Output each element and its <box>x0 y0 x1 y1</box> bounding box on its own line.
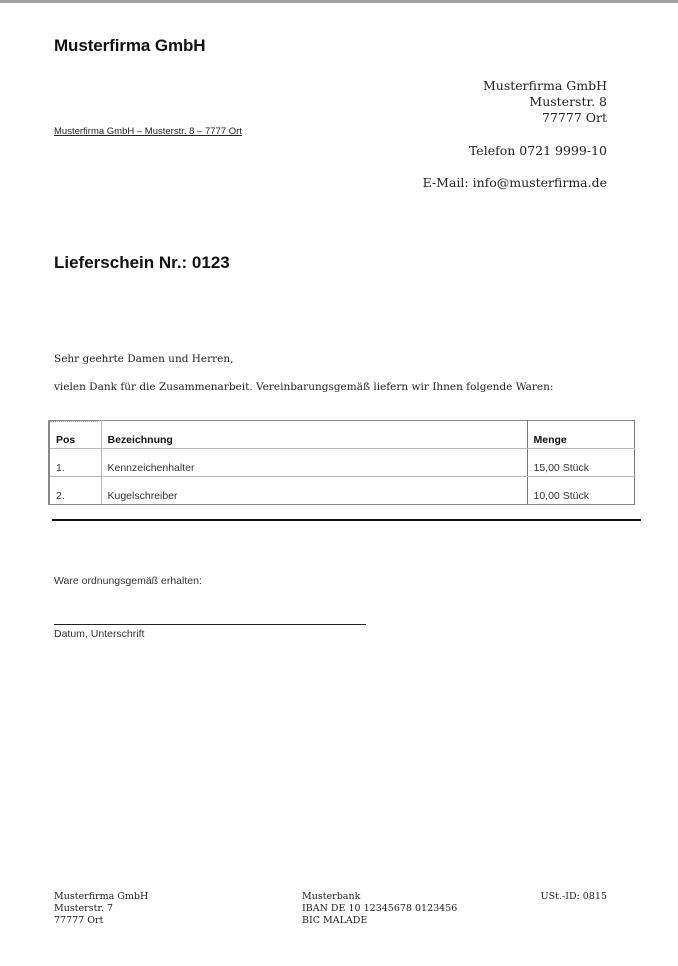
footer-line: USt.-ID: 0815 <box>540 891 607 902</box>
signature-label: Datum, Unterschrift <box>54 628 145 640</box>
cell-description: Kugelschreiber <box>101 477 527 505</box>
footer-tax-id <box>541 891 607 903</box>
receipt-confirmation-label: Ware ordnungsgemäß erhalten: <box>54 575 202 587</box>
window-top-border <box>0 0 678 3</box>
company-address-block <box>483 78 607 126</box>
footer-line: IBAN DE 10 12345678 0123456 <box>302 903 458 914</box>
footer-line: Musterbank <box>302 891 361 902</box>
footer-line: BIC MALADE <box>302 915 368 926</box>
document-title: Lieferschein Nr.: 0123 <box>54 253 230 272</box>
signature-line <box>54 624 366 625</box>
footer-line: Musterstr. 7 <box>54 903 113 914</box>
cell-description: Kennzeichenhalter <box>101 449 527 477</box>
cell-pos: 1. <box>49 449 101 477</box>
company-title: Musterfirma GmbH <box>54 36 206 55</box>
address-line: 77777 Ort <box>542 110 607 125</box>
column-header-quantity: Menge <box>527 421 635 449</box>
footer-line: 77777 Ort <box>54 915 104 926</box>
cell-quantity: 10,00 Stück <box>527 477 635 505</box>
footer-bank <box>302 891 457 927</box>
cell-pos: 2. <box>49 477 101 505</box>
column-header-pos: Pos <box>49 421 101 449</box>
footer-line: Musterfirma GmbH <box>54 891 149 902</box>
cell-quantity: 15,00 Stück <box>527 449 635 477</box>
address-line: Musterfirma GmbH <box>483 78 607 93</box>
address-line: Musterstr. 8 <box>529 94 607 109</box>
table-row <box>49 477 635 505</box>
delivery-items-table <box>48 420 635 505</box>
column-header-description: Bezeichnung <box>101 421 527 449</box>
sender-return-line: Musterfirma GmbH – Musterstr. 8 – 7777 Ort <box>54 126 242 137</box>
intro-text: vielen Dank für die Zusammenarbeit. Vereinbarungsgemäß liefern wir Ihnen folgende Waren: <box>54 381 554 393</box>
company-phone: Telefon 0721 9999-10 <box>468 143 607 158</box>
table-row <box>49 449 635 477</box>
greeting-text: Sehr geehrte Damen und Herren, <box>54 353 234 365</box>
table-header-row <box>49 421 635 449</box>
company-email: E-Mail: info@musterfirma.de <box>422 175 607 190</box>
footer-company <box>54 891 148 927</box>
table-bottom-rule <box>52 519 641 521</box>
dotted-gridline <box>50 421 98 422</box>
